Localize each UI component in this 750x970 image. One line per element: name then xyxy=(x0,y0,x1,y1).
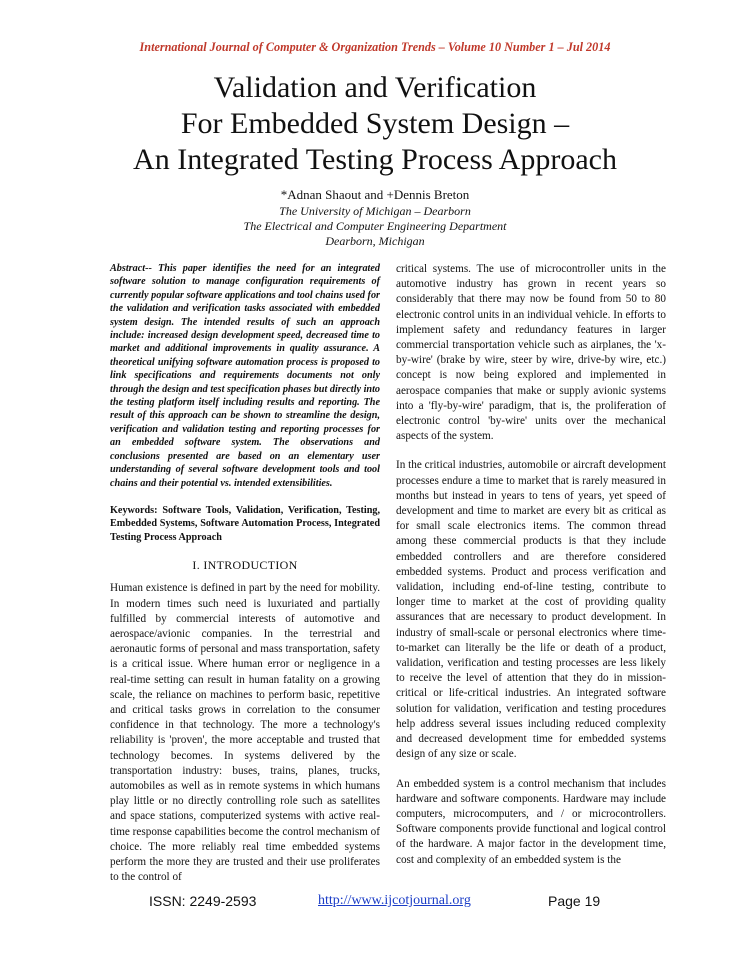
body-paragraph: critical systems. The use of microcontroller units in the automotive industry has grown in recent years so considerably that there may now be found from 50 to 80 electronic control units in an individual vehicle. In efforts to implement safety and redundancy features in larger commercial transportation vehicle such as airplanes, the 'x-by-wire' (brake by wire, steer by wire, drive-by wire, etc.) concept is now being explored and implemented in aerospace companies that make or supply avionic systems into a 'fly-by-wire' paradigm, that is, the proliferation of electronic control 'by-wire' units over the mechanical aspects of the system. xyxy=(396,263,666,443)
journal-link[interactable]: http://www.ijcotjournal.org xyxy=(318,893,471,908)
right-column xyxy=(396,262,666,882)
intro-paragraph: Human existence is defined in part by the need for mobility. In modern times such need is luxuriated and partially fulfilled by commercial interests of automotive and aerospace/avionic companies. In the terrestrial and aeronautic forms of personal and mass transportation, safety is a critical issue. Where human error or negligence in a real-time setting can result in human fatality on a growing scale, the reliance on machines to perform basic, repetitive and critical tasks grows in correlation to the consumer confidence in that technology. The more a technology's reliability is 'proven', the more acceptable and trusted that technology becomes. In systems delivered by the transportation industry: buses, trains, planes, trucks, automobiles as well as in remote systems in which humans play little or no directly controlling role such as satellites and space stations, computerized systems with active real-time response capabilities become the control mechanism of choice. The more reliably real time embedded systems perform the more they are trusted and their use proliferates to the control of xyxy=(110,582,380,884)
issn: ISSN: 2249-2593 xyxy=(149,893,257,909)
abstract: Abstract-- This paper identifies the need for an integrated software solution to manage configuration requirements of currently popular software applications and tool chains used for the validation and verification tasks associated with embedded system design. The intended results of such an approach include: increased design development speed, decreased time to market and additional improvements in quality assurance. A theoretical unifying software automation process is proposed to link specifications and requirements documents not only through the design and test specification phases but directly into the testing platform itself including results and reporting. The result of this approach can be shown to streamline the design, verification and validation testing and reporting processes for an embedded software system. The observations and conclusions presented are based on an elementary user understanding of several software development tools and tool chains and their potential vs. intended extensibilities. xyxy=(110,263,380,489)
journal-header: International Journal of Computer & Organization Trends – Volume 10 Number 1 – Jul 2014 xyxy=(139,40,611,54)
affiliation-location: Dearborn, Michigan xyxy=(325,234,425,248)
title-line-1: Validation and Verification xyxy=(213,71,537,104)
affiliation-university: The University of Michigan – Dearborn xyxy=(279,204,471,218)
body-paragraph: In the critical industries, automobile or aircraft development processes endure a time to market that is rarely measured in months but instead in years to tens of years, yet speed of development and time to market are every bit as critical as for small scale electronics items. The common thread among these commercial products is that they include embedded controllers and are therefore considered embedded systems. Product and process verification and validation, including end-of-line testing, contribute to longer time to market at the cost of providing quality assurances that are necessary to product development. In industry of small-scale or personal electronics where time-to-market can literally be the life or death of a product, validation, verification and testing processes are less likely to receive the level of attention that they do in mission-critical or life-critical industries. An integrated software solution for validation, verification and testing procedures help address several issues including reduced complexity and decreased development time for embedded systems design of any size or scale. xyxy=(396,459,666,761)
authors: *Adnan Shaout and +Dennis Breton xyxy=(280,187,470,202)
affiliation xyxy=(0,204,750,249)
title-line-2: For Embedded System Design – xyxy=(180,107,570,140)
left-column xyxy=(110,262,380,899)
paper-title xyxy=(0,70,750,178)
title-line-3: An Integrated Testing Process Approach xyxy=(133,143,617,176)
affiliation-department: The Electrical and Computer Engineering Department xyxy=(243,219,507,233)
section-heading-introduction: I. INTRODUCTION xyxy=(192,558,298,573)
body-paragraph: An embedded system is a control mechanism that includes hardware and software components. Hardware may include computers, microcomputers, and / or microcontrollers. Software components provide functional and logical control of the hardware. A major factor in the development time, cost and complexity of an embedded system is the xyxy=(396,777,666,866)
page-footer xyxy=(0,893,750,913)
page-number: Page 19 xyxy=(548,893,601,909)
keywords: Keywords: Software Tools, Validation, Verification, Testing, Embedded Systems, Software Automation Process, Integrated Testing Process Approach xyxy=(110,504,380,543)
